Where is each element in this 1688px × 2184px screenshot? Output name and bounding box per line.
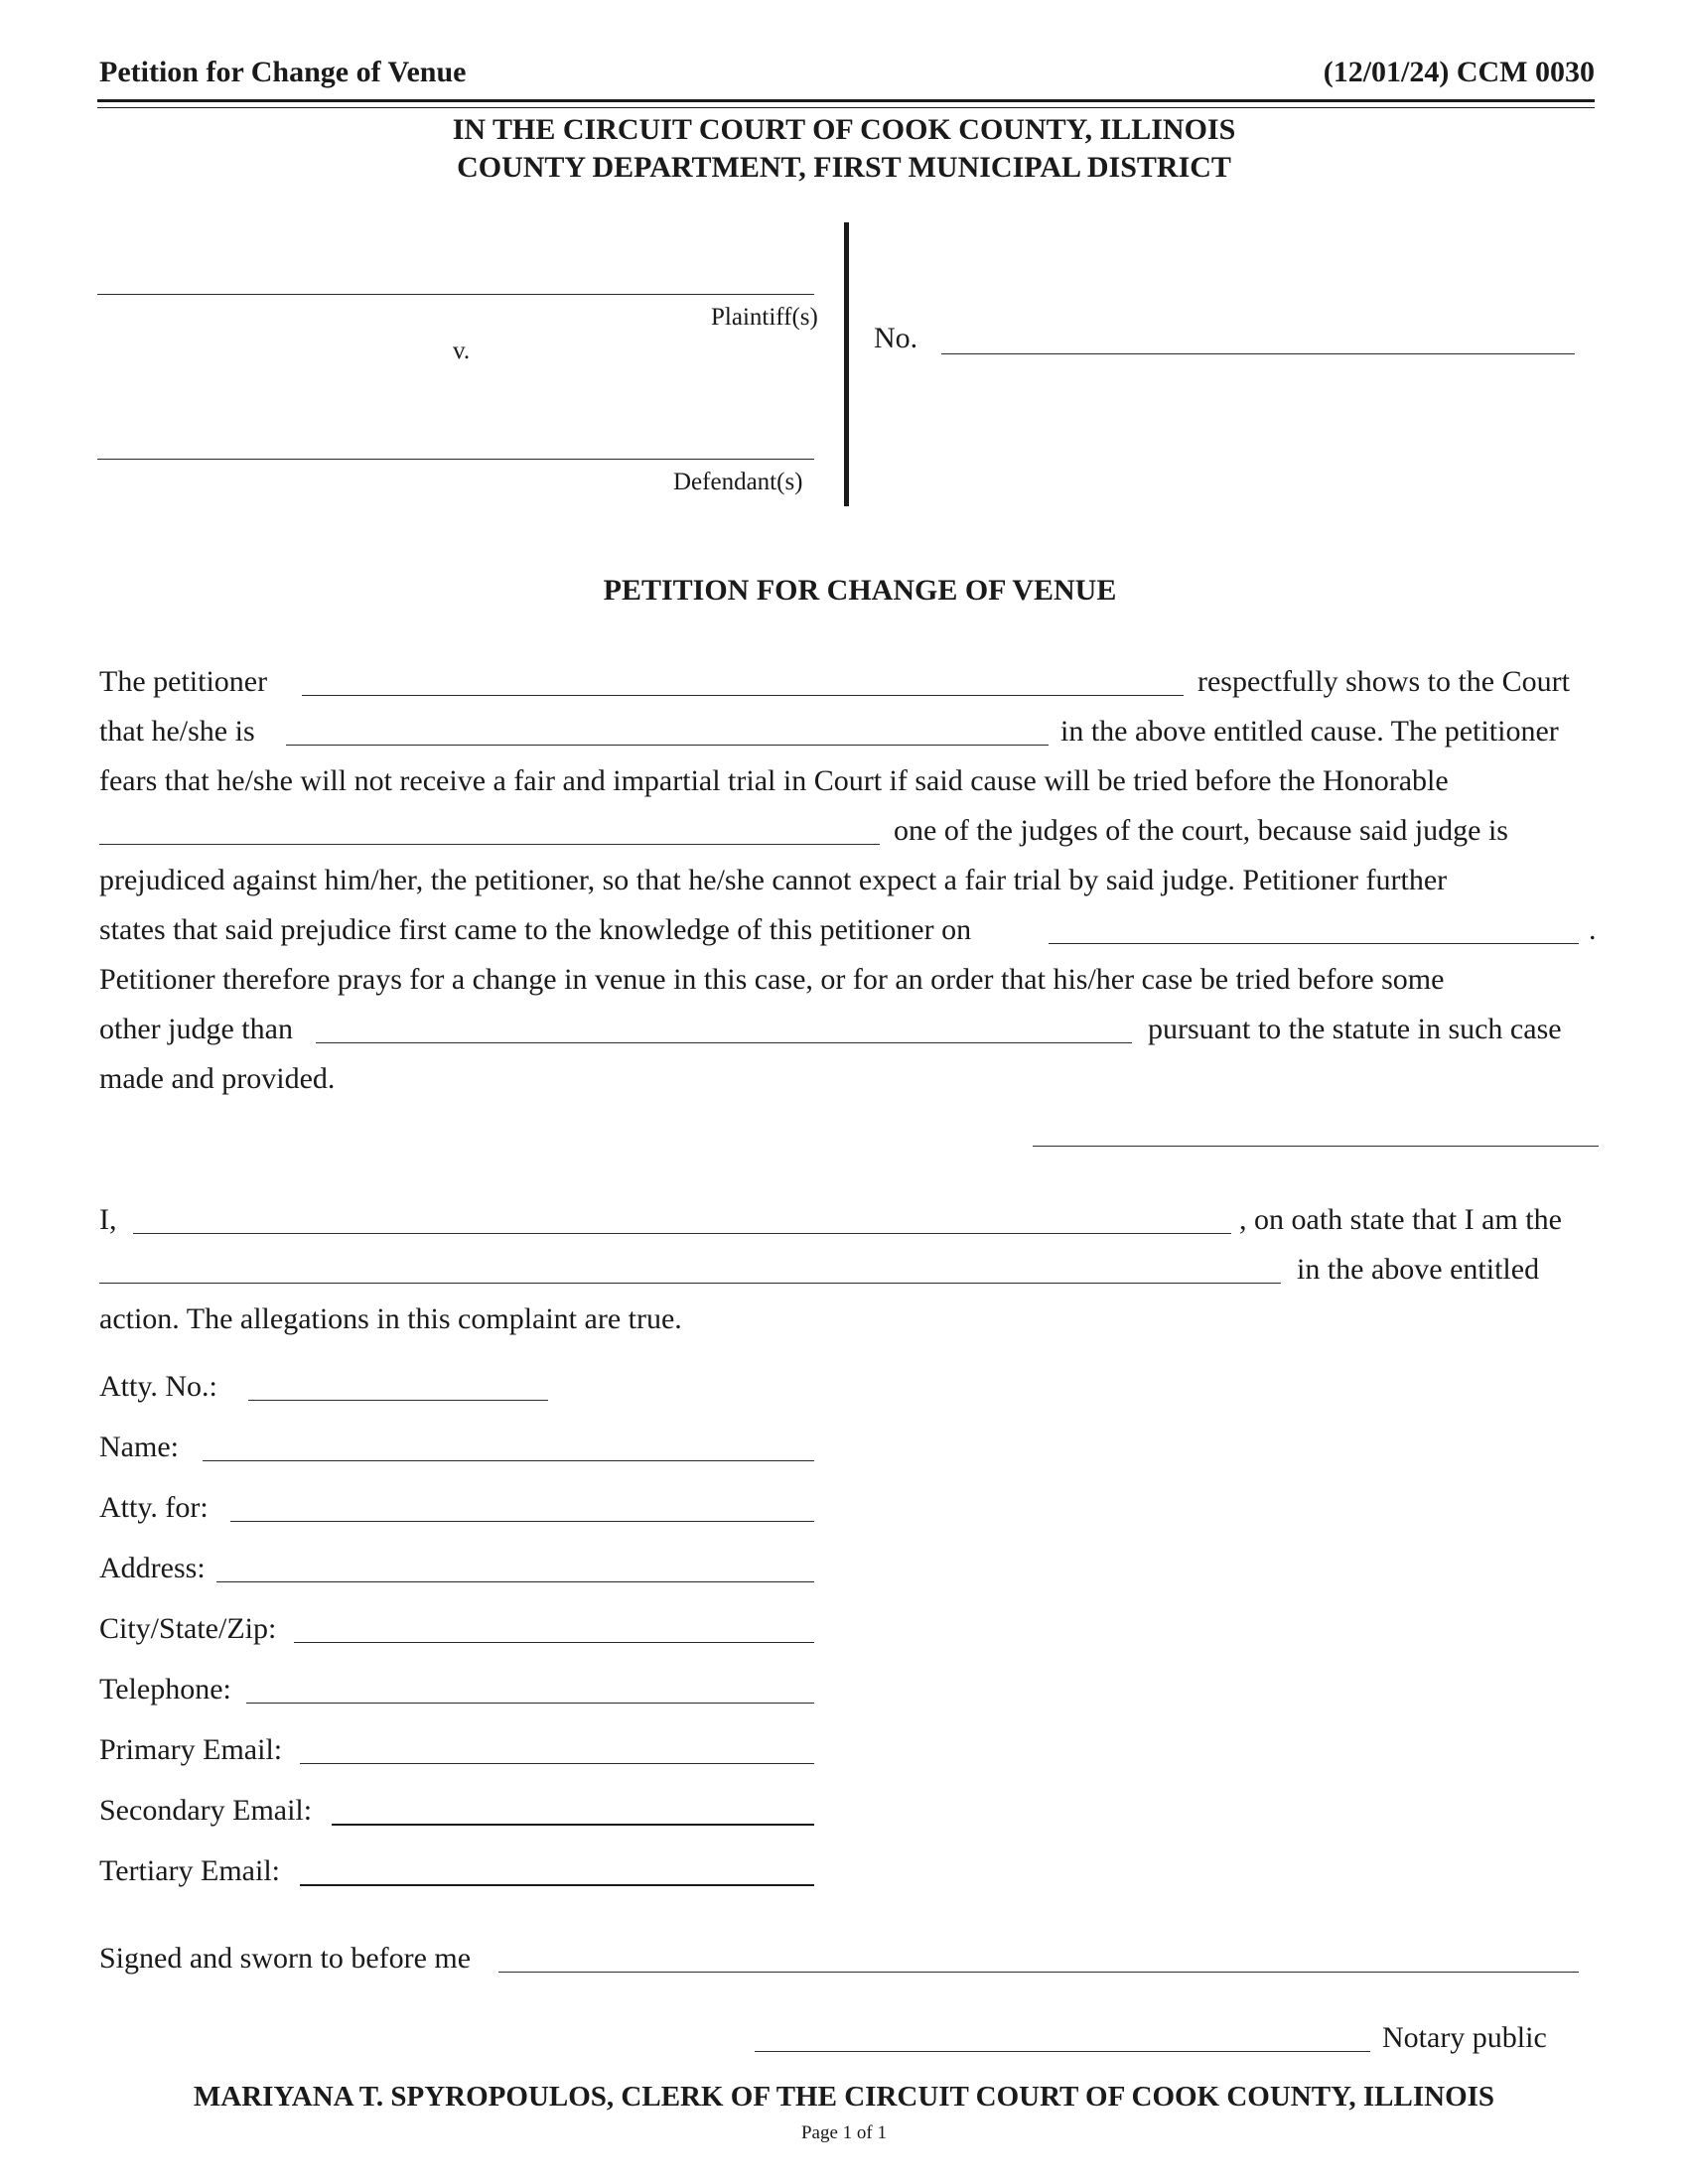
notary-signature-line[interactable]	[755, 2051, 1370, 2052]
plaintiff-label: Plaintiff(s)	[711, 304, 818, 331]
address-label: Address:	[99, 1552, 206, 1584]
case-number-line[interactable]	[941, 353, 1575, 354]
page-number: Page 1 of 1	[800, 2122, 887, 2143]
telephone-label: Telephone:	[99, 1673, 231, 1706]
form-code: (12/01/24) CCM 0030	[1323, 56, 1595, 88]
telephone-line[interactable]	[246, 1703, 814, 1704]
petition-text-1b: respectfully shows to the Court	[1197, 665, 1570, 698]
petition-text-5: prejudiced against him/her, the petitioner, so that he/she cannot expect a fair trial by said judge. Petitioner further	[99, 864, 1448, 896]
other-judge-line[interactable]	[316, 1042, 1132, 1043]
secondary-email-label: Secondary Email:	[99, 1794, 313, 1827]
atty-for-line[interactable]	[230, 1521, 814, 1522]
city-state-zip-label: City/State/Zip:	[99, 1612, 277, 1645]
petitioner-label: The petitioner	[99, 665, 268, 698]
primary-email-label: Primary Email:	[99, 1733, 283, 1766]
oath-text-1a: I,	[99, 1203, 117, 1236]
petition-text-6a: states that said prejudice first came to the knowledge of this petitioner on	[99, 913, 972, 946]
plaintiff-line[interactable]	[97, 294, 814, 295]
notary-label: Notary public	[1382, 2021, 1547, 2054]
atty-for-label: Atty. for:	[99, 1491, 209, 1524]
header-rule-top	[97, 99, 1595, 102]
atty-no-label: Atty. No.:	[99, 1370, 217, 1403]
sworn-date-line[interactable]	[498, 1972, 1579, 1973]
defendant-line[interactable]	[97, 459, 814, 460]
oath-text-3: action. The allegations in this complaint are true.	[99, 1302, 682, 1335]
petitioner-name-line[interactable]	[302, 695, 1184, 696]
petitioner-signature-line[interactable]	[1033, 1146, 1599, 1147]
document-title: PETITION FOR CHANGE OF VENUE	[603, 574, 1117, 607]
court-name: IN THE CIRCUIT COURT OF COOK COUNTY, ILLINOIS	[452, 113, 1236, 146]
city-state-zip-line[interactable]	[294, 1642, 814, 1643]
form-name: Petition for Change of Venue	[99, 56, 467, 88]
petition-text-6b: .	[1589, 913, 1597, 946]
caption-divider	[844, 222, 849, 506]
defendant-label: Defendant(s)	[673, 469, 803, 495]
court-department: COUNTY DEPARTMENT, FIRST MUNICIPAL DISTRICT	[457, 151, 1231, 184]
petition-text-8a: other judge than	[99, 1013, 293, 1045]
name-label: Name:	[99, 1431, 179, 1463]
secondary-email-line[interactable]	[332, 1824, 814, 1826]
petition-text-2a: that he/she is	[99, 715, 255, 748]
oath-text-1b: , on oath state that I am the	[1239, 1203, 1562, 1236]
case-number-label: No.	[874, 322, 918, 354]
versus-label: v.	[453, 338, 471, 364]
petitioner-role-line[interactable]	[286, 745, 1049, 746]
petition-text-2b: in the above entitled cause. The petitioner	[1060, 715, 1559, 748]
sworn-label: Signed and sworn to before me	[99, 1942, 472, 1975]
clerk-footer: MARIYANA T. SPYROPOULOS, CLERK OF THE CIRCUIT COURT OF COOK COUNTY, ILLINOIS	[193, 2081, 1495, 2113]
name-line[interactable]	[203, 1460, 814, 1461]
petition-text-4b: one of the judges of the court, because said judge is	[894, 814, 1508, 847]
tertiary-email-line[interactable]	[300, 1884, 814, 1886]
petition-text-9: made and provided.	[99, 1062, 336, 1095]
header-rule-bottom	[97, 107, 1595, 108]
affiant-role-line[interactable]	[99, 1283, 1281, 1284]
judge-name-line[interactable]	[99, 844, 880, 845]
petition-text-3: fears that he/she will not receive a fair and impartial trial in Court if said cause will be tried before the Honorable	[99, 764, 1449, 797]
oath-text-2b: in the above entitled	[1297, 1253, 1540, 1286]
knowledge-date-line[interactable]	[1049, 943, 1579, 944]
petition-text-8b: pursuant to the statute in such case	[1148, 1013, 1562, 1045]
atty-no-line[interactable]	[248, 1400, 548, 1401]
affiant-name-line[interactable]	[133, 1233, 1231, 1234]
address-line[interactable]	[216, 1581, 814, 1582]
primary-email-line[interactable]	[300, 1763, 814, 1764]
tertiary-email-label: Tertiary Email:	[99, 1854, 280, 1887]
petition-text-7: Petitioner therefore prays for a change in venue in this case, or for an order that his/her case be tried before some	[99, 963, 1445, 996]
